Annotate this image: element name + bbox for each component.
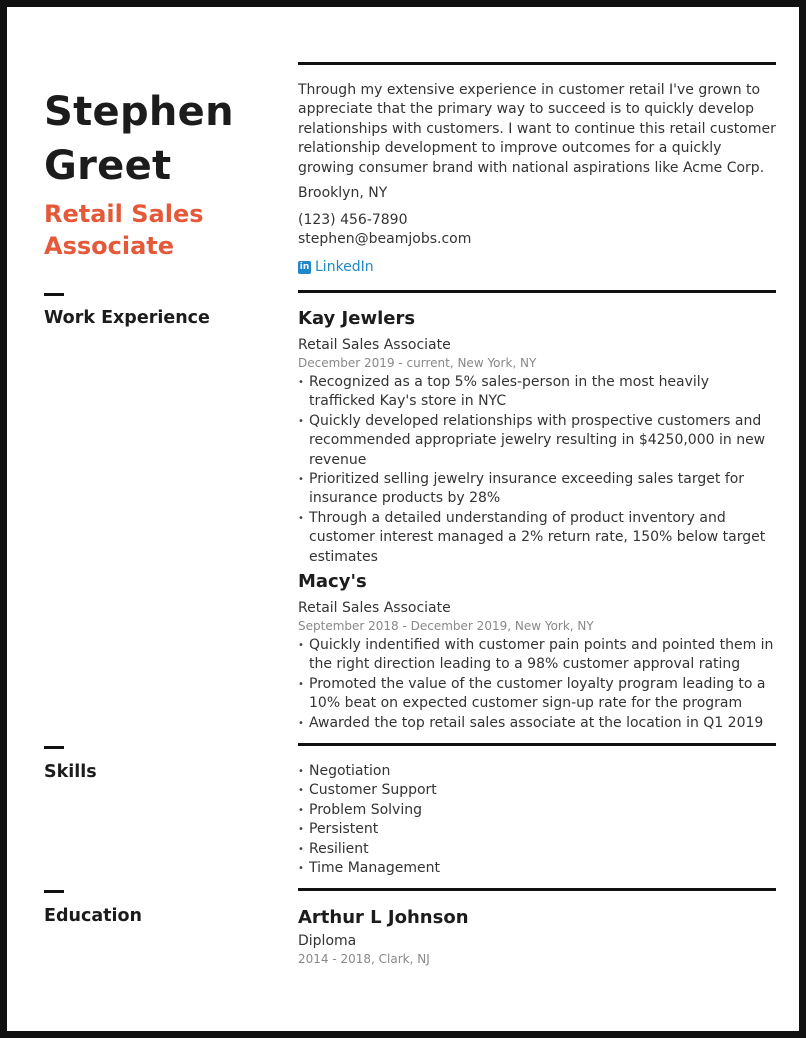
role-line-1: Retail Sales [44, 200, 204, 228]
last-name: Greet [44, 143, 172, 189]
skill-item: • Persistent [298, 820, 776, 839]
linkedin-link[interactable] [298, 259, 374, 275]
section-title-skills: Skills [44, 762, 97, 782]
role-line-2: Associate [44, 232, 175, 260]
section-title-education: Education [44, 906, 142, 926]
job-company: Kay Jewlers [298, 308, 416, 329]
job-title: Retail Sales Associate [298, 337, 451, 353]
location-text: Brooklyn, NY [298, 185, 388, 201]
list-item: • Prioritized selling jewelry insurance exceeding sales target for insurance products by 28% [298, 470, 776, 509]
linkedin-label: LinkedIn [315, 259, 374, 275]
job-company: Macy's [298, 571, 367, 592]
skill-item: • Problem Solving [298, 801, 776, 820]
job-bullets [298, 373, 776, 567]
section-rule [298, 743, 776, 746]
list-item: • Recognized as a top 5% sales-person in the most heavily trafficked Kay's store in NYC [298, 373, 776, 412]
section-dash [44, 890, 64, 893]
section-title-work: Work Experience [44, 308, 210, 328]
linkedin-icon: in [299, 261, 310, 272]
summary-text: Through my extensive experience in customer retail I've grown to appreciate that the primary way to succeed is to quickly develop relationships with customers. I want to continue this retail customer relationship development to improve outcomes for a quickly growing consumer brand with national aspirations like Acme Corp. [298, 82, 776, 176]
job-meta: September 2018 - December 2019, New York, NY [298, 619, 594, 633]
job-title: Retail Sales Associate [298, 600, 451, 616]
list-item: • Through a detailed understanding of product inventory and customer interest managed a 2% return rate, 150% below target estimates [298, 509, 776, 567]
email-link[interactable]: stephen@beamjobs.com [298, 231, 472, 247]
first-name: Stephen [44, 89, 234, 135]
education-meta: 2014 - 2018, Clark, NJ [298, 952, 430, 966]
skills-list [298, 762, 776, 878]
education-school: Arthur L Johnson [298, 907, 469, 928]
job-role [44, 198, 204, 262]
job-meta: December 2019 - current, New York, NY [298, 356, 537, 370]
section-rule [298, 62, 776, 65]
list-item: • Quickly indentified with customer pain points and pointed them in the right direction leading to a 98% customer approval rating [298, 636, 776, 675]
candidate-name [44, 85, 234, 193]
skill-item: • Resilient [298, 840, 776, 859]
list-item: • Promoted the value of the customer loyalty program leading to a 10% beat on expected customer sign-up rate for the program [298, 675, 776, 714]
skill-item: • Negotiation [298, 762, 776, 781]
section-rule [298, 888, 776, 891]
list-item: • Quickly developed relationships with prospective customers and recommended appropriate jewelry resulting in $4250,000 in new revenue [298, 412, 776, 470]
education-degree: Diploma [298, 933, 357, 949]
job-bullets [298, 636, 776, 733]
section-dash [44, 746, 64, 749]
section-dash [44, 293, 64, 296]
section-rule [298, 290, 776, 293]
skill-item: • Time Management [298, 859, 776, 878]
skill-item: • Customer Support [298, 781, 776, 800]
list-item: • Awarded the top retail sales associate at the location in Q1 2019 [298, 714, 776, 733]
phone-text: (123) 456-7890 [298, 212, 408, 228]
